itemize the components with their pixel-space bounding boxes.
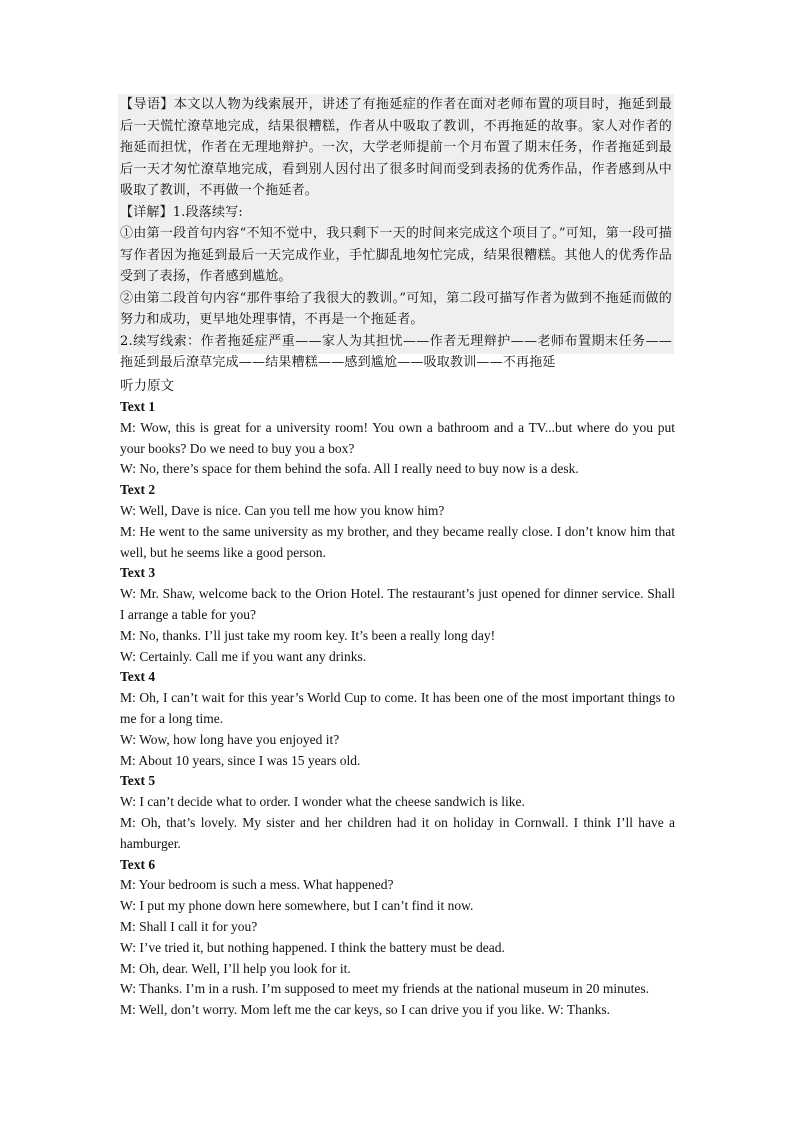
text-title: Text 3: [120, 565, 156, 581]
transcript-section: [120, 376, 675, 1021]
transcript-heading: 听力原文: [120, 378, 174, 394]
text-title: Text 1: [120, 399, 156, 414]
text-title: Text 5: [120, 773, 156, 789]
intro-paragraph: 【导语】本文以人物为线索展开，讲述了有拖延症的作者在面对老师布置的项目时，拖延到最后一天慌忙潦草地完成，结果很糟糕，作者从中吸取了教训，不再拖延的故事。家人对作者的拖延而担忧，作者在无理地辩护。一次，大学老师提前一个月布置了期末任务，作者拖延到最后一天才匆忙潦草地完成，看到别人因付出了很多时间而受到表扬的优秀作品，作者感到从中吸取了教训，不再做一个拖延者。: [120, 97, 672, 198]
text-title: Text 6: [120, 856, 156, 872]
dialogue-line: M: About 10 years, since I was 15 years old.: [120, 752, 361, 768]
dialogue-line: W: I can’t decide what to order. I wonder what the cheese sandwich is like.: [120, 794, 525, 810]
detail-heading: 【详解】1.段落续写:: [120, 204, 243, 220]
clue-paragraph: 2.续写线索：作者拖延症严重——家人为其担忧——作者无理辩护——老师布置期末任务——拖延到最后潦草完成——结果糟糕——感到尴尬——吸取教训——不再拖延: [120, 333, 672, 370]
dialogue-line: W: Certainly. Call me if you want any drinks.: [120, 648, 367, 664]
dialogue-line: M: Oh, that’s lovely. My sister and her children had it on holiday in Cornwall. I think I’ll have a hamburger.: [120, 814, 675, 851]
dialogue-line: M: He went to the same university as my brother, and they became really close. I don’t know him that well, but he seems like a good person.: [120, 523, 675, 560]
dialogue-line: W: Thanks. I’m in a rush. I’m supposed to meet my friends at the national museum in 20 minutes.: [120, 981, 650, 997]
dialogue-line: M: Wow, this is great for a university room! You own a bathroom and a TV...but where do you put your books? Do we need to buy you a box?: [120, 419, 675, 456]
dialogue-line: M: Oh, I can’t wait for this year’s World Cup to come. It has been one of the most important things to me for a long time.: [120, 690, 675, 726]
text-block-2: [120, 480, 675, 563]
text-block-3: [120, 563, 675, 667]
text-block-4: [120, 667, 675, 771]
dialogue-line: W: No, there’s space for them behind the sofa. All I really need to buy now is a desk.: [120, 461, 579, 477]
explanation-block: [118, 94, 674, 370]
text-block-1: [120, 397, 675, 480]
dialogue-line: W: I put my phone down here somewhere, but I can’t find it now.: [120, 898, 474, 914]
dialogue-line: W: Mr. Shaw, welcome back to the Orion Hotel. The restaurant’s just opened for dinner service. Shall I arrange a table for you?: [120, 586, 675, 622]
text-title: Text 2: [120, 482, 156, 498]
dialogue-line: W: I’ve tried it, but nothing happened. I think the battery must be dead.: [120, 939, 505, 955]
dialogue-line: M: Oh, dear. Well, I’ll help you look for it.: [120, 960, 351, 976]
text-title: Text 4: [120, 669, 156, 685]
text-block-6: [120, 855, 675, 1021]
dialogue-line: M: Shall I call it for you?: [120, 918, 258, 934]
detail-paragraph-1: ①由第一段首句内容“不知不觉中，我只剩下一天的时间来完成这个项目了。”可知，第一段可描写作者因为拖延到最后一天完成作业，手忙脚乱地匆忙完成，结果很糟糕。其他人的优秀作品受到了表扬，作者感到尴尬。: [120, 226, 672, 284]
detail-paragraph-2: ②由第二段首句内容“那件事给了我很大的教训。”可知，第二段可描写作者为做到不拖延而做的努力和成功，更早地处理事情，不再是一个拖延者。: [120, 290, 672, 327]
dialogue-line: M: Well, don’t worry. Mom left me the car keys, so I can drive you if you like. W: Thanks.: [120, 1002, 610, 1018]
dialogue-line: M: Your bedroom is such a mess. What happened?: [120, 877, 394, 893]
dialogue-line: W: Wow, how long have you enjoyed it?: [120, 731, 340, 747]
text-block-5: [120, 771, 675, 854]
dialogue-line: M: No, thanks. I’ll just take my room key. It’s been a really long day!: [120, 627, 496, 643]
dialogue-line: W: Well, Dave is nice. Can you tell me how you know him?: [120, 502, 445, 518]
